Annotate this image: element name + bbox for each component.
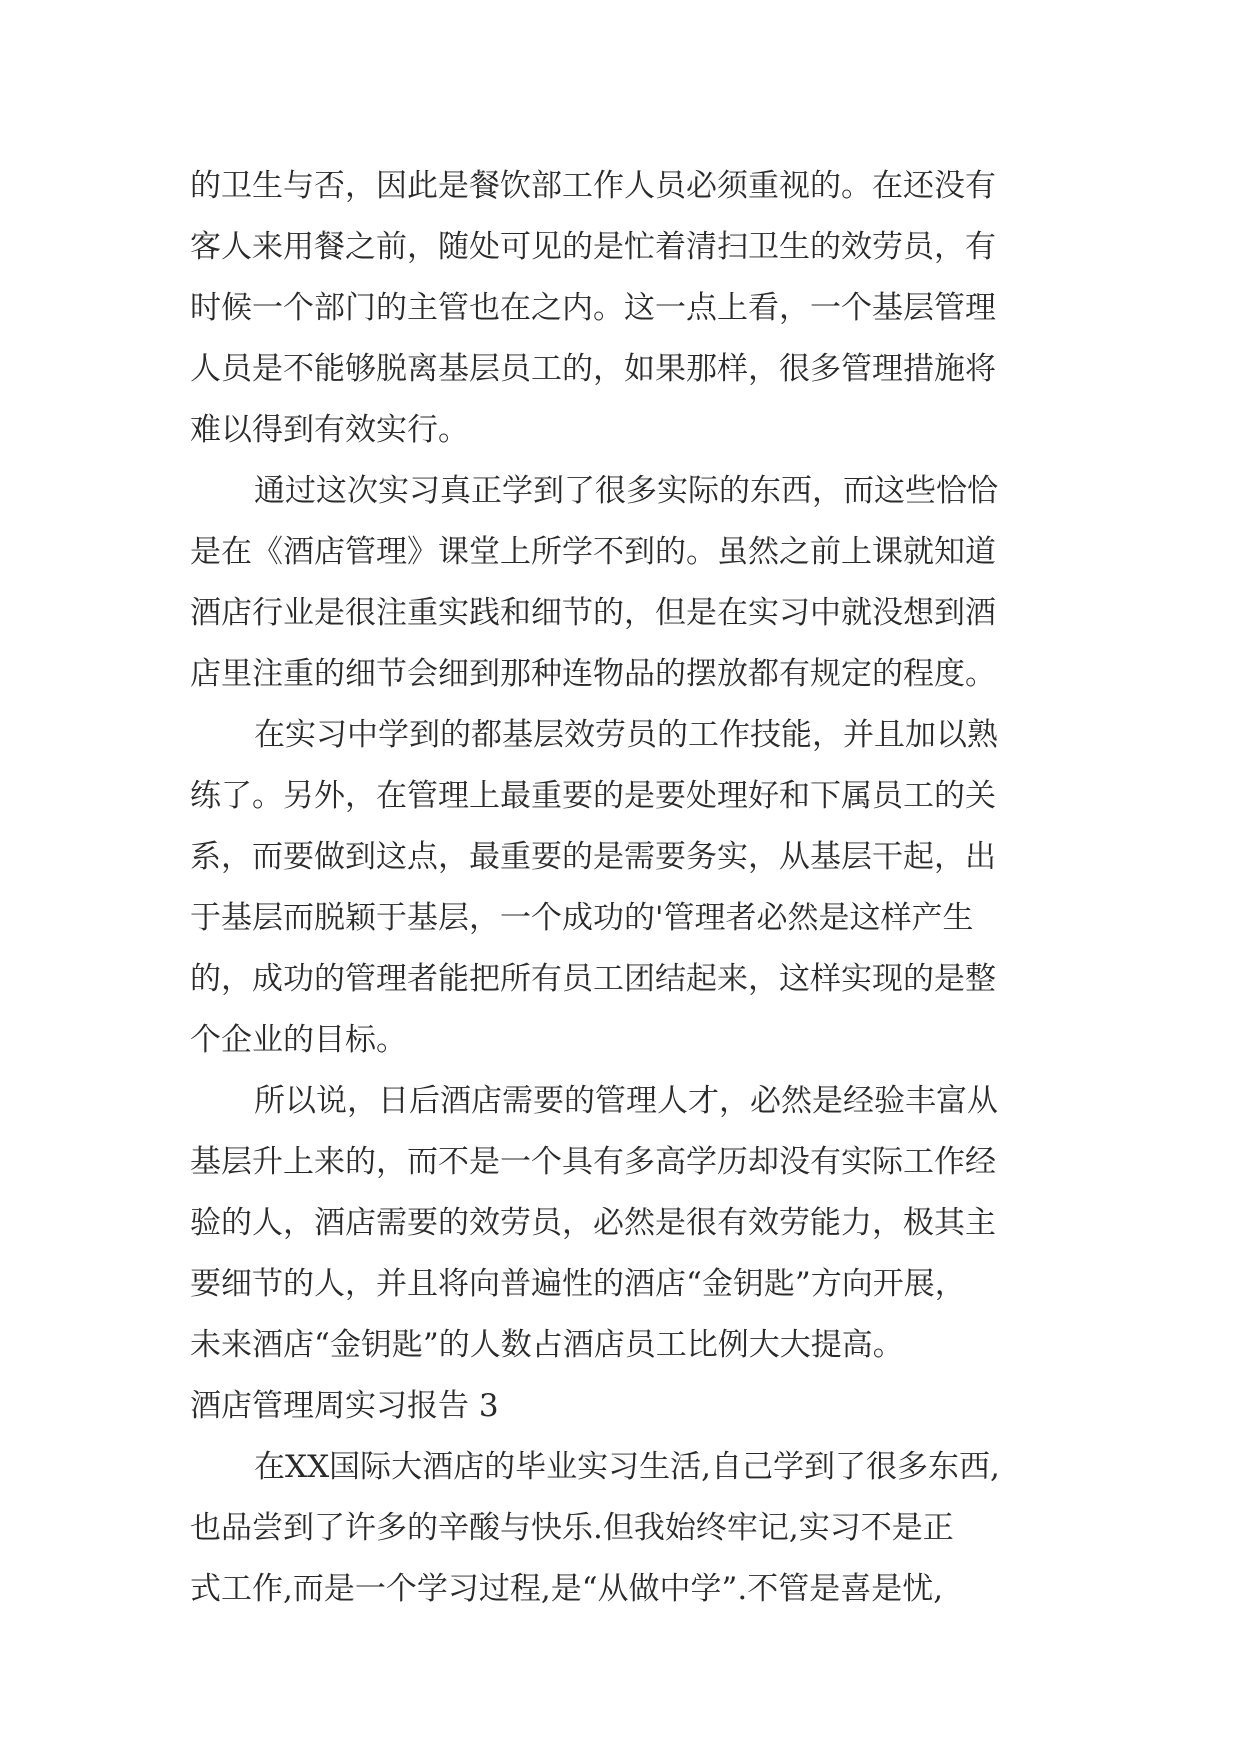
text-line: 式工作,而是一个学习过程,是“从做中学”.不管是喜是忧, xyxy=(190,1571,944,1607)
text-line: 通过这次实习真正学到了很多实际的东西，而这些恰恰 xyxy=(254,473,998,509)
text-line: 未来酒店“金钥匙”的人数占酒店员工比例大大提高。 xyxy=(190,1327,904,1363)
text-line: 练了。另外，在管理上最重要的是要处理好和下属员工的关 xyxy=(190,778,996,814)
text-line: 要细节的人，并且将向普遍性的酒店“金钥匙”方向开展， xyxy=(190,1266,966,1302)
text-line: 的卫生与否，因此是餐饮部工作人员必须重视的。在还没有 xyxy=(190,168,996,204)
text-line: 店里注重的细节会细到那种连物品的摆放都有规定的程度。 xyxy=(190,656,996,692)
text-line: 时候一个部门的主管也在之内。这一点上看，一个基层管理 xyxy=(190,290,996,326)
text-line: 个企业的目标。 xyxy=(190,1022,407,1058)
text-line: 基层升上来的，而不是一个具有多高学历却没有实际工作经 xyxy=(190,1144,996,1180)
text-line: 酒店管理周实习报告 3 xyxy=(190,1388,499,1424)
text-line: 的，成功的管理者能把所有员工团结起来，这样实现的是整 xyxy=(190,961,996,997)
text-line: 也品尝到了许多的辛酸与快乐.但我始终牢记,实习不是正 xyxy=(190,1510,954,1546)
text-line: 验的人，酒店需要的效劳员，必然是很有效劳能力，极其主 xyxy=(190,1205,996,1241)
text-line: 在XX国际大酒店的毕业实习生活,自己学到了很多东西, xyxy=(254,1449,1000,1485)
text-line: 难以得到有效实行。 xyxy=(190,412,469,448)
text-line: 人员是不能够脱离基层员工的，如果那样，很多管理措施将 xyxy=(190,351,996,387)
document-body xyxy=(190,156,1070,1620)
text-line: 是在《酒店管理》课堂上所学不到的。虽然之前上课就知道 xyxy=(190,534,996,570)
text-line: 于基层而脱颖于基层，一个成功的'管理者必然是这样产生 xyxy=(190,900,974,936)
text-line: 系，而要做到这点，最重要的是需要务实，从基层干起，出 xyxy=(190,839,996,875)
text-line: 客人来用餐之前，随处可见的是忙着清扫卫生的效劳员，有 xyxy=(190,229,996,265)
text-line: 酒店行业是很注重实践和细节的，但是在实习中就没想到酒 xyxy=(190,595,996,631)
text-line: 在实习中学到的都基层效劳员的工作技能，并且加以熟 xyxy=(254,717,998,753)
text-line: 所以说，日后酒店需要的管理人才，必然是经验丰富从 xyxy=(254,1083,998,1119)
